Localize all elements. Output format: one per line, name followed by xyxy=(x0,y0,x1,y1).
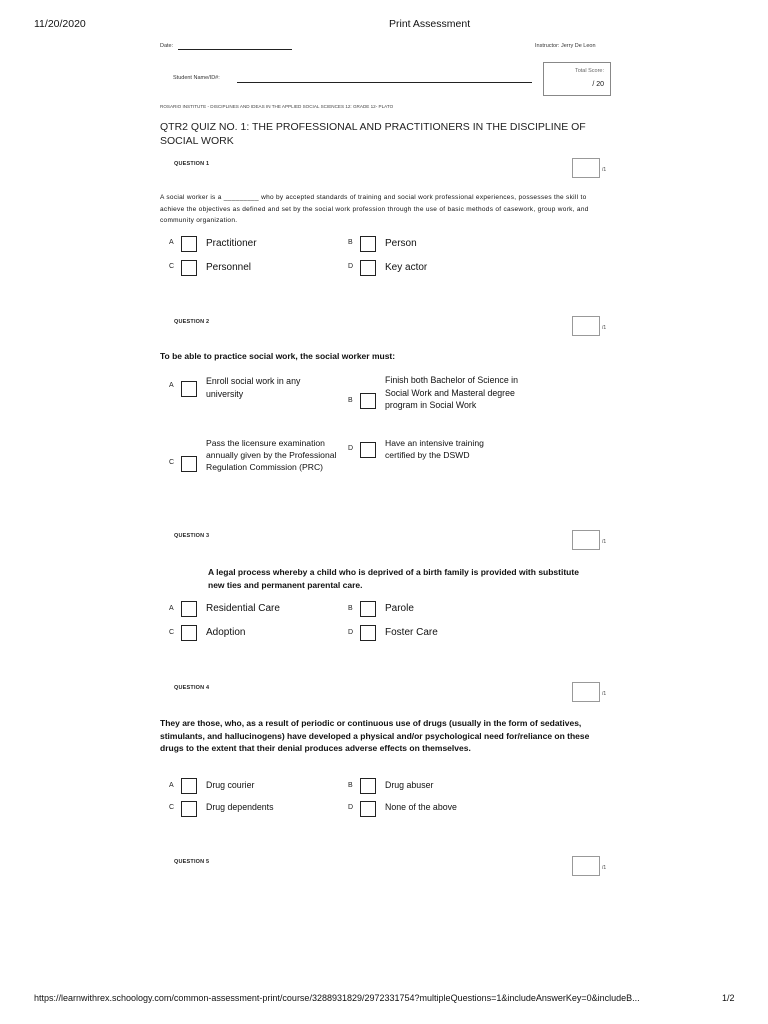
q1-option-d-checkbox[interactable] xyxy=(360,260,376,276)
q1-option-c-label: Personnel xyxy=(206,262,252,273)
q3-option-b-checkbox[interactable] xyxy=(360,601,376,617)
q2-option-b-label: Finish both Bachelor of Science in Social Work and Masteral degree program in Social Work xyxy=(385,375,519,410)
q3-option-c-label: Adoption xyxy=(206,627,246,638)
q1-option-d-label: Key actor xyxy=(385,262,428,273)
question-2-label: QUESTION 2 xyxy=(174,319,210,325)
question-2-text: To be able to practice social work, the social worker must: xyxy=(160,351,396,361)
print-title: Print Assessment xyxy=(389,18,471,30)
option-letter: A xyxy=(169,239,174,246)
question-1-label: QUESTION 1 xyxy=(174,161,210,167)
question-3-points: /1 xyxy=(602,539,607,545)
q1-option-b-label: Person xyxy=(385,238,417,249)
q2-option-b-checkbox[interactable] xyxy=(360,393,376,409)
question-3-text: A legal process whereby a child who is deprived of a birth family is provided with substitute new ties and permanent parental care. xyxy=(208,567,579,590)
option-letter: B xyxy=(348,239,353,246)
option-letter: C xyxy=(169,804,175,811)
total-score-label: Total Score: xyxy=(574,68,604,74)
question-3-label: QUESTION 3 xyxy=(174,533,210,539)
q3-option-b-label: Parole xyxy=(385,603,414,614)
q3-option-c-checkbox[interactable] xyxy=(181,625,197,641)
total-score-box xyxy=(543,62,611,96)
option-letter: C xyxy=(169,263,175,270)
q2-option-a-checkbox[interactable] xyxy=(181,381,197,397)
option-letter: D xyxy=(348,445,354,452)
q4-option-d-label: None of the above xyxy=(385,802,457,812)
date-line xyxy=(178,49,292,50)
option-letter: D xyxy=(348,629,354,636)
option-letter: B xyxy=(348,782,353,789)
question-1-text: A social worker is a _________ who by accepted standards of training and social work professional experiences, possesses the skill to achieve the objectives as defined and set by the social work profession through the use of basic methods of casework, group work, and community organization. xyxy=(160,194,589,224)
q4-option-a-label: Drug courier xyxy=(206,780,255,790)
q4-option-c-label: Drug dependents xyxy=(206,802,274,812)
q3-option-a-label: Residential Care xyxy=(206,603,280,614)
option-letter: C xyxy=(169,459,175,466)
course-line: ROSARIO INSTITUTE - DISCIPLINES AND IDEAS IN THE APPLIED SOCIAL SCIENCES 12: GRADE 12- PLATO xyxy=(160,104,394,109)
option-letter: A xyxy=(169,605,174,612)
footer-url: https://learnwithrex.schoology.com/common-assessment-print/course/3288931829/2972331754?multipleQuestions=1&includeAnswerKey=0&includeB... xyxy=(34,993,640,1003)
q2-option-c-checkbox[interactable] xyxy=(181,456,197,472)
option-letter: A xyxy=(169,382,174,389)
q1-option-c-checkbox[interactable] xyxy=(181,260,197,276)
question-4-points-box[interactable] xyxy=(572,682,600,702)
footer-page-number: 1/2 xyxy=(722,993,735,1003)
q1-option-b-checkbox[interactable] xyxy=(360,236,376,252)
q4-option-b-checkbox[interactable] xyxy=(360,778,376,794)
q4-option-c-checkbox[interactable] xyxy=(181,801,197,817)
quiz-title: QTR2 QUIZ NO. 1: THE PROFESSIONAL AND PRACTITIONERS IN THE DISCIPLINE OF SOCIAL WORK xyxy=(160,121,586,147)
total-score-value: / 20 xyxy=(592,81,604,88)
q4-option-b-label: Drug abuser xyxy=(385,780,434,790)
option-letter: B xyxy=(348,397,353,404)
question-2-points-box[interactable] xyxy=(572,316,600,336)
question-4-points: /1 xyxy=(602,691,607,697)
question-2-points: /1 xyxy=(602,325,607,331)
q4-option-a-checkbox[interactable] xyxy=(181,778,197,794)
question-1-points-box[interactable] xyxy=(572,158,600,178)
option-letter: D xyxy=(348,804,354,811)
q1-option-a-checkbox[interactable] xyxy=(181,236,197,252)
student-name-line xyxy=(237,82,532,83)
instructor-label: Instructor: Jerry De Leon xyxy=(535,43,596,49)
question-1-points: /1 xyxy=(602,167,607,173)
q2-option-d-label: Have an intensive training certified by the DSWD xyxy=(385,438,484,460)
question-4-label: QUESTION 4 xyxy=(174,685,210,691)
question-5-points: /1 xyxy=(602,865,607,871)
q1-option-a-label: Practitioner xyxy=(206,238,257,249)
q2-option-d-checkbox[interactable] xyxy=(360,442,376,458)
question-3-points-box[interactable] xyxy=(572,530,600,550)
option-letter: A xyxy=(169,782,174,789)
q3-option-d-checkbox[interactable] xyxy=(360,625,376,641)
q2-option-c-label: Pass the licensure examination annually given by the Professional Regulation Commission (PRC) xyxy=(206,438,337,472)
question-4-text: They are those, who, as a result of periodic or continuous use of drugs (usually in the form of sedatives, stimulants, and hallucinogens) have developed a physical and/or psychological need for/reliance on these drugs to the extent that their denial produces adverse effects on themselves. xyxy=(160,718,590,753)
option-letter: B xyxy=(348,605,353,612)
q3-option-a-checkbox[interactable] xyxy=(181,601,197,617)
q2-option-a-label: Enroll social work in any university xyxy=(206,376,301,399)
q4-option-d-checkbox[interactable] xyxy=(360,801,376,817)
date-label: Date: xyxy=(160,43,174,49)
question-5-label: QUESTION 5 xyxy=(174,859,210,865)
student-name-label: Student Name/ID#: xyxy=(173,75,220,81)
q3-option-d-label: Foster Care xyxy=(385,627,438,638)
option-letter: D xyxy=(348,263,354,270)
print-date: 11/20/2020 xyxy=(34,18,86,30)
question-5-points-box[interactable] xyxy=(572,856,600,876)
option-letter: C xyxy=(169,629,175,636)
